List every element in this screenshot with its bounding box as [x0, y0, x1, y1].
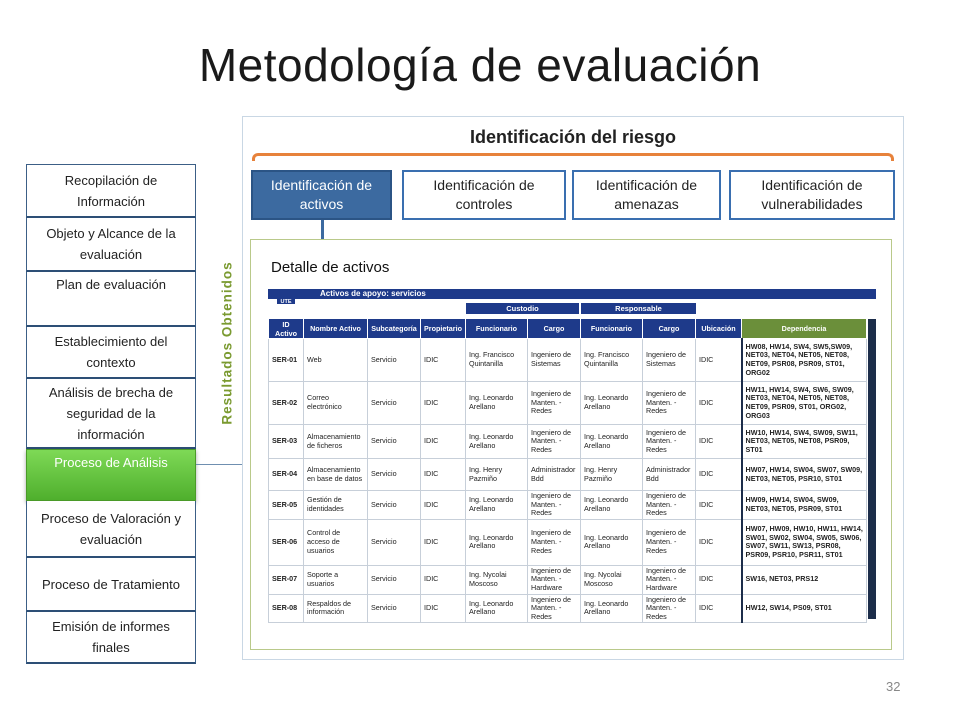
table-cell: Ing. Leonardo Arellano	[581, 425, 643, 459]
table-cell: IDIC	[421, 491, 466, 520]
table-cell: Ingeniero de Manten. - Redes	[528, 491, 581, 520]
tab-label: Identificación de amenazas	[595, 177, 698, 212]
table-cell: Ingeniero de Manten. - Redes	[528, 425, 581, 459]
table-cell: Ingeniero de Manten. - Redes	[528, 382, 581, 425]
table-cell: Servicio	[368, 594, 421, 623]
step-plan	[26, 272, 196, 327]
tab-amenazas[interactable]	[572, 170, 721, 220]
table-cell: IDIC	[421, 519, 466, 565]
table-cell: SER-01	[269, 339, 304, 382]
table-cell: HW07, HW09, HW10, HW11, HW14, SW01, SW02, SW04, SW05, SW06, SW07, SW11, SW13, PSR08, PSR09, PSR10, PSR11, ST01	[742, 519, 867, 565]
table-cell: IDIC	[696, 425, 742, 459]
table-row	[269, 519, 867, 565]
table-cell: Ingeniero de Manten. - Redes	[643, 594, 696, 623]
table-cell: SER-06	[269, 519, 304, 565]
table-cell: Almacenamiento de ficheros	[304, 425, 368, 459]
table-cell: Servicio	[368, 339, 421, 382]
table-cell: Ingeniero de Manten. - Hardware	[528, 565, 581, 594]
table-cell: IDIC	[421, 425, 466, 459]
table-cell: SER-08	[269, 594, 304, 623]
table-cell: Servicio	[368, 519, 421, 565]
header-funcionario: Funcionario	[466, 319, 528, 339]
tab-label: Identificación de vulnerabilidades	[761, 177, 863, 212]
table-cell: Respaldos de información	[304, 594, 368, 623]
table-cell: Ingeniero de Manten. - Redes	[643, 519, 696, 565]
table-cell: IDIC	[421, 339, 466, 382]
table-cell: HW07, HW14, SW04, SW07, SW09, NET03, NET05, PSR10, ST01	[742, 459, 867, 491]
table-cell: HW11, HW14, SW4, SW6, SW09, NET03, NET04, NET05, NET08, NET09, PSR09, ST01, ORG02, ORG03	[742, 382, 867, 425]
table-cell: IDIC	[696, 491, 742, 520]
table-cell: Ing. Nycolai Moscoso	[581, 565, 643, 594]
table-cell: Ing. Leonardo Arellano	[581, 382, 643, 425]
step-label: Proceso de Tratamiento	[41, 576, 181, 592]
step-objeto-alcance	[26, 218, 196, 272]
step-label: Establecimiento del contexto	[54, 334, 168, 370]
tab-vulnerabilidades[interactable]	[729, 170, 895, 220]
table-cell: Administrador Bdd	[528, 459, 581, 491]
table-cell: HW09, HW14, SW04, SW09, NET03, NET05, PSR09, ST01	[742, 491, 867, 520]
tab-controles[interactable]	[402, 170, 566, 220]
table-cell: IDIC	[696, 519, 742, 565]
table-cell: Ing. Leonardo Arellano	[466, 425, 528, 459]
step-label: Emisión de informes finales	[52, 619, 170, 655]
table-cell: Almacenamiento en base de datos	[304, 459, 368, 491]
table-cell: IDIC	[421, 594, 466, 623]
step-recopilacion	[26, 164, 196, 218]
table-cell: Ing. Leonardo Arellano	[581, 491, 643, 520]
table-row	[269, 382, 867, 425]
step-label: Proceso de Análisis	[54, 455, 168, 470]
table-cell: IDIC	[696, 382, 742, 425]
table-row	[269, 459, 867, 491]
table-cell: Ing. Leonardo Arellano	[466, 382, 528, 425]
header-propietario: Propietario	[421, 319, 466, 339]
table-cell: Ing. Leonardo Arellano	[581, 594, 643, 623]
step-label: Recopilación de Información	[64, 172, 158, 209]
table-cell: SER-02	[269, 382, 304, 425]
table-cell: Ingeniero de Sistemas	[643, 339, 696, 382]
group-custodio: Custodio	[466, 303, 579, 314]
slide-title: Metodología de evaluación	[198, 39, 762, 91]
table-cell: Administrador Bdd	[643, 459, 696, 491]
table-cell: Ing. Leonardo Arellano	[466, 519, 528, 565]
header-dependencia: Dependencia	[742, 319, 867, 339]
assets-table-image	[268, 289, 878, 619]
detail-title: Detalle de activos	[271, 259, 390, 276]
process-steps	[26, 164, 196, 664]
table-cell: SER-05	[269, 491, 304, 520]
header-id: ID Activo	[269, 319, 304, 339]
table-row	[269, 594, 867, 623]
header-nombre: Nombre Activo	[304, 319, 368, 339]
step-label: Objeto y Alcance de la evaluación	[46, 226, 176, 262]
table-cell: Ing. Leonardo Arellano	[466, 594, 528, 623]
table-cell: Ingeniero de Manten. - Redes	[643, 491, 696, 520]
table-cell: Correo electrónico	[304, 382, 368, 425]
page-number: 32	[886, 679, 901, 694]
side-label: Resultados Obtenidos	[219, 261, 235, 425]
table-cell: HW08, HW14, SW4, SW5,SW09, NET03, NET04, NET05, NET08, NET09, PSR08, PSR09, ST01, ORG02	[742, 339, 867, 382]
step-label: Proceso de Valoración y evaluación	[41, 510, 181, 547]
table-cell: Ingeniero de Manten. - Redes	[643, 382, 696, 425]
table-cell: IDIC	[421, 382, 466, 425]
tab-connector-line	[321, 220, 324, 240]
table-cell: Ing. Henry Pazmiño	[581, 459, 643, 491]
table-cell: IDIC	[421, 565, 466, 594]
table-cell: Ing. Francisco Quintanilla	[466, 339, 528, 382]
table-header-row	[269, 319, 867, 339]
table-row	[269, 491, 867, 520]
table-cell: Ing. Francisco Quintanilla	[581, 339, 643, 382]
table-banner: Activos de apoyo: servicios	[268, 289, 876, 299]
step-informes	[26, 612, 196, 664]
table-cell: Ing. Leonardo Arellano	[466, 491, 528, 520]
table-cell: Ingeniero de Manten. - Redes	[528, 519, 581, 565]
table-cell: Gestión de identidades	[304, 491, 368, 520]
tab-label: Identificación de activos	[270, 177, 373, 212]
step-analisis-brecha	[26, 379, 196, 449]
header-cargo: Cargo	[528, 319, 581, 339]
table-cell: Servicio	[368, 382, 421, 425]
step-proceso-analisis	[26, 449, 196, 501]
step-label: Plan de evaluación	[56, 277, 166, 292]
group-bracket	[252, 153, 894, 161]
step-valoracion	[26, 501, 196, 558]
table-side-bar	[868, 319, 876, 619]
table-cell: Web	[304, 339, 368, 382]
step-contexto	[26, 327, 196, 379]
table-cell: HW10, HW14, SW4, SW09, SW11, NET03, NET05, NET08, PSR09, ST01	[742, 425, 867, 459]
table-cell: SER-07	[269, 565, 304, 594]
table-cell: Servicio	[368, 491, 421, 520]
table-cell: IDIC	[696, 565, 742, 594]
table-cell: Soporte a usuarios	[304, 565, 368, 594]
header-subcategoria: Subcategoría	[368, 319, 421, 339]
table-cell: SER-03	[269, 425, 304, 459]
panel-title: Identificación del riesgo	[469, 127, 677, 147]
table-cell: IDIC	[421, 459, 466, 491]
table-cell: Ingeniero de Manten. - Redes	[528, 594, 581, 623]
table-body	[269, 339, 867, 623]
tab-label: Identificación de controles	[433, 177, 535, 212]
assets-table	[268, 318, 867, 623]
table-cell: Ing. Nycolai Moscoso	[466, 565, 528, 594]
group-responsable: Responsable	[581, 303, 696, 314]
table-cell: HW12, SW14, PS09, ST01	[742, 594, 867, 623]
header-funcionario-resp: Funcionario	[581, 319, 643, 339]
header-cargo-resp: Cargo	[643, 319, 696, 339]
table-cell: IDIC	[696, 339, 742, 382]
table-cell: Ingeniero de Sistemas	[528, 339, 581, 382]
table-row	[269, 425, 867, 459]
table-cell: SER-04	[269, 459, 304, 491]
table-cell: Servicio	[368, 425, 421, 459]
table-cell: IDIC	[696, 459, 742, 491]
table-cell: Ingeniero de Manten. - Hardware	[643, 565, 696, 594]
step-label: Análisis de brecha de seguridad de la información	[48, 384, 174, 442]
step-connector-line	[196, 464, 242, 465]
table-cell: IDIC	[696, 594, 742, 623]
tab-activos[interactable]	[251, 170, 392, 220]
step-tratamiento	[26, 558, 196, 612]
table-cell: Ing. Henry Pazmiño	[466, 459, 528, 491]
logo-text: UTE	[280, 298, 292, 305]
table-cell: Servicio	[368, 565, 421, 594]
table-cell: Control de acceso de usuarios	[304, 519, 368, 565]
table-cell: Servicio	[368, 459, 421, 491]
table-cell: SW16, NET03, PRS12	[742, 565, 867, 594]
table-cell: Ingeniero de Manten. - Redes	[643, 425, 696, 459]
table-row	[269, 339, 867, 382]
table-row	[269, 565, 867, 594]
header-ubicacion: Ubicación	[696, 319, 742, 339]
table-cell: Ing. Leonardo Arellano	[581, 519, 643, 565]
